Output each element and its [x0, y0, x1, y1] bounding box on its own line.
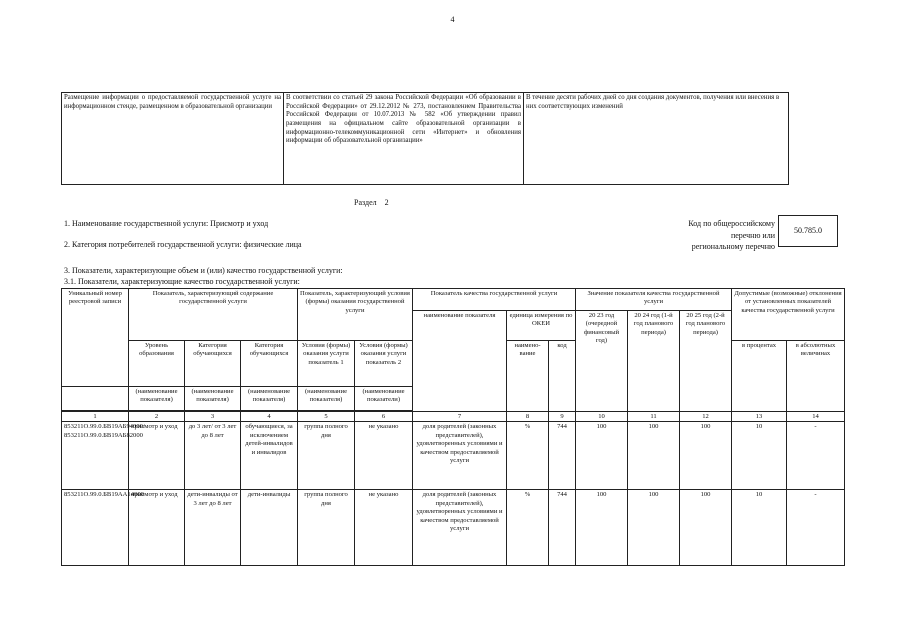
header-sub-5: (наименование показатели) — [355, 387, 413, 411]
header-sub-3: (наименование показателя) — [241, 387, 298, 411]
col-number-10: 10 — [576, 412, 628, 422]
col-number-13: 13 — [732, 412, 787, 422]
code-label-line-1: Код по общероссийскому — [688, 219, 775, 228]
header-deviation-percent: в процентах — [732, 341, 787, 412]
header-condition-2: Условия (формы) оказания услуги показатель 2 — [355, 341, 413, 387]
row2-unit-name: % — [507, 490, 549, 566]
info-method-cell: Размещение информации о предоставляемой государственной услуге на информационном стенде, размещенном в образовательной организации — [62, 93, 284, 185]
row2-level: присмотр и уход — [129, 490, 185, 566]
header-registry-number: Уникальный номер реестровой записи — [62, 289, 129, 387]
row2-quality: доля родителей (законных представителей), удовлетворенных условиями и качеством предоставляемой услуги — [413, 490, 507, 566]
quality-table — [61, 288, 845, 566]
row2-condition-2: не указано — [355, 490, 413, 566]
col-number-2: 2 — [129, 412, 185, 422]
row2-year-1: 100 — [576, 490, 628, 566]
row2-dev-percent: 10 — [732, 490, 787, 566]
consumer-category-line: 2. Категория потребителей государственной услуги: физические лица — [64, 240, 302, 249]
row1-dev-absolute: - — [787, 422, 845, 490]
row2-year-3: 100 — [680, 490, 732, 566]
row1-category: обучающиеся, за исключением детей-инвалидов и инвалидов — [241, 422, 298, 490]
header-sub-2: (наименование показателя) — [185, 387, 241, 411]
col-number-8: 8 — [507, 412, 549, 422]
row1-year-2: 100 — [628, 422, 680, 490]
header-quality-name: наименование показателя — [413, 311, 507, 412]
row2-category: дети-инвалиды — [241, 490, 298, 566]
col-number-3: 3 — [185, 412, 241, 422]
row2-year-2: 100 — [628, 490, 680, 566]
header-student-category-2: Категория обучающихся — [241, 341, 298, 387]
col-number-6: 6 — [355, 412, 413, 422]
header-deviation-absolute: в абсолютных величинах — [787, 341, 845, 412]
header-education-level: Уровень образования — [129, 341, 185, 387]
registry-code-box: 50.785.0 — [778, 215, 838, 247]
row2-dev-absolute: - — [787, 490, 845, 566]
header-indicator-values: Значение показателя качества государственной услуги — [576, 289, 732, 311]
header-quality-indicator: Показатель качества государственной услуги — [413, 289, 576, 311]
row2-unit-code: 744 — [549, 490, 576, 566]
code-label-line-3: региональному перечню — [691, 242, 775, 252]
col-number-7: 7 — [413, 412, 507, 422]
row1-year-1: 100 — [576, 422, 628, 490]
indicators-line: 3. Показатели, характеризующие объем и (или) качество государственной услуги: — [64, 266, 343, 275]
info-frequency-cell: В течение десяти рабочих дней со дня создания документов, получения или внесения в них соответствующих изменений — [524, 93, 789, 185]
service-name-line: 1. Наименование государственной услуги: Присмотр и уход — [64, 219, 269, 228]
row1-quality: доля родителей (законных представителей), удовлетворенных условиями и качеством предоставляемой услуги — [413, 422, 507, 490]
col-number-9: 9 — [549, 412, 576, 422]
col-number-14: 14 — [787, 412, 845, 422]
header-condition-indicator: Показатель, характеризующий условия (формы) оказания государственной услуги — [298, 289, 413, 341]
row1-unit-code: 744 — [549, 422, 576, 490]
row2-age: дети-инвалиды от 3 лет до 8 лет — [185, 490, 241, 566]
row1-age: до 3 лет/ от 3 лет до 8 лет — [185, 422, 241, 490]
col-number-5: 5 — [298, 412, 355, 422]
header-sub-1: (наименование показателя) — [129, 387, 185, 411]
row2-condition-1: группа полного дня — [298, 490, 355, 566]
info-content-cell: В соответствии со статьей 29 закона Российской Федерации «Об образовании в Российской Федерации» от 29.12.2012 № 273, постановлением Правительства Российской Федерации от 10.07.2013 № 582 «Об утверждении правил размещения на официальном сайте образовательной организации в информационно-телекоммуникационной сети «Интернет» и обновления информации об образовательной организации» — [284, 93, 524, 185]
row1-level: присмотр и уход — [129, 422, 185, 490]
header-unit-okei: единица измерения по ОКЕИ — [507, 311, 576, 341]
row1-dev-percent: 10 — [732, 422, 787, 490]
row1-unit-name: % — [507, 422, 549, 490]
header-year-2: 20 24 год (1-й год планового периода) — [628, 311, 680, 412]
header-year-3: 20 25 год (2-й год планового периода) — [680, 311, 732, 412]
table-row — [62, 490, 845, 566]
header-unit-name: наимено-вание — [507, 341, 549, 412]
page-number: 4 — [450, 15, 455, 24]
section-title: Раздел 2 — [354, 198, 389, 207]
col-number-1: 1 — [62, 412, 129, 422]
registry-code-label — [605, 218, 775, 253]
header-condition-1: Условия (формы) оказания услуги показатель 1 — [298, 341, 355, 387]
col-number-12: 12 — [680, 412, 732, 422]
table-row — [62, 422, 845, 490]
col-number-11: 11 — [628, 412, 680, 422]
col-number-4: 4 — [241, 412, 298, 422]
row2-registry: 853211О.99.0.БВ19АА14000 — [62, 490, 129, 566]
row1-registry: 853211О.99.0.БВ19АБ94000/ 853211О.99.0.БВ19АБ82000 — [62, 422, 129, 490]
row1-condition-2: не указано — [355, 422, 413, 490]
quality-indicators-line: 3.1. Показатели, характеризующие качество государственной услуги: — [64, 277, 300, 286]
header-year-1: 20 23 год (очередной финансовый год) — [576, 311, 628, 412]
header-unit-code: код — [549, 341, 576, 412]
code-label-line-2: перечню или — [730, 230, 775, 240]
header-student-category-1: Категория обучающихся — [185, 341, 241, 387]
header-registry-sub — [62, 387, 129, 411]
header-content-indicator: Показатель, характеризующий содержание государственной услуги — [129, 289, 298, 341]
row1-condition-1: группа полного дня — [298, 422, 355, 490]
row1-year-3: 100 — [680, 422, 732, 490]
header-allowed-deviations: Допустимые (возможные) отклонения от установленных показателей качества государственной услуги — [732, 289, 845, 341]
info-table — [61, 92, 789, 185]
header-sub-4: (наименование показателя) — [298, 387, 355, 411]
